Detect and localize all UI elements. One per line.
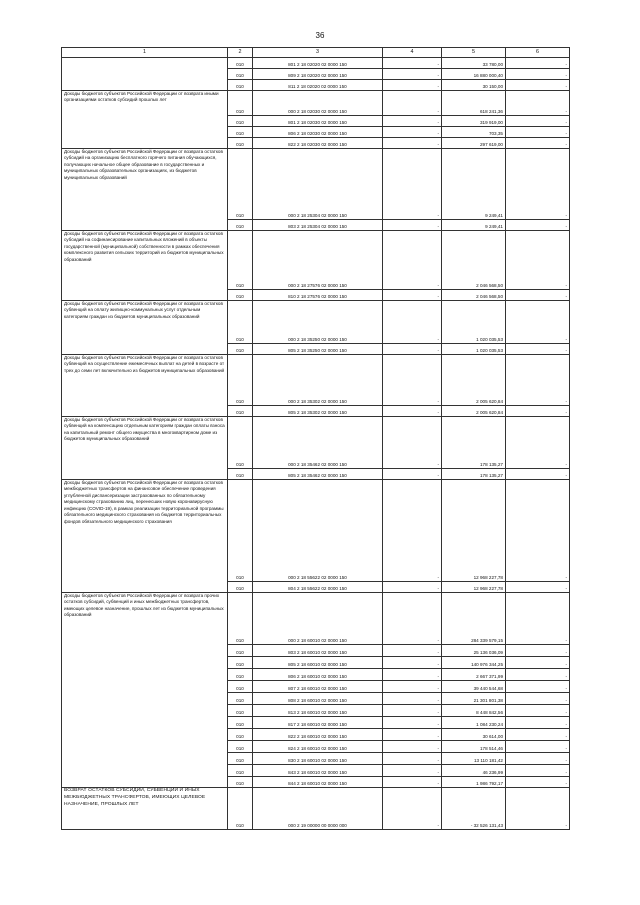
col-header-2: 2 [228, 48, 253, 58]
amount-cell: 12 968 227,78 [442, 480, 506, 582]
line-code-cell: 010 [228, 149, 253, 220]
table-row [62, 788, 570, 830]
budget-classification-code-cell: 000 2 19 00000 00 0000 000 [253, 788, 383, 830]
column-4-cell: - [383, 355, 442, 406]
description-text: Доходы бюджетов субъектов Российской Федерации от возврата остатков субвенций на оплату жилищно-коммунальных услуг отдельным категориям граждан из бюджетов муниципальных образований [64, 301, 223, 319]
line-code-cell: 010 [228, 717, 253, 729]
column-4-cell: - [383, 91, 442, 116]
column-6-cell: - [506, 138, 570, 149]
amount-cell: 1 020 035,53 [442, 344, 506, 355]
column-4-cell: - [383, 741, 442, 753]
column-6-cell: - [506, 290, 570, 301]
table-row [62, 480, 570, 582]
budget-classification-code-cell: 803 2 18 25304 02 0000 150 [253, 220, 383, 231]
column-4-cell: - [383, 669, 442, 681]
line-code-cell: 010 [228, 344, 253, 355]
column-4-cell: - [383, 681, 442, 693]
budget-classification-code-cell: 801 2 18 02030 02 0000 150 [253, 116, 383, 127]
line-code-cell: 010 [228, 116, 253, 127]
column-6-cell: - [506, 645, 570, 657]
budget-classification-code-cell: 811 2 18 02020 02 0000 150 [253, 80, 383, 91]
revenue-description [62, 301, 228, 355]
line-code-cell: 010 [228, 645, 253, 657]
amount-cell: 25 136 036,09 [442, 645, 506, 657]
line-code-cell: 010 [228, 127, 253, 138]
line-code-cell: 010 [228, 729, 253, 741]
column-6-cell: - [506, 149, 570, 220]
column-6-cell: - [506, 355, 570, 406]
amount-cell: 178 135,27 [442, 469, 506, 480]
budget-classification-code-cell: 805 2 18 35302 02 0000 150 [253, 406, 383, 417]
budget-classification-code-cell: 805 2 18 35250 02 0000 150 [253, 344, 383, 355]
budget-classification-code-cell: 803 2 18 60010 02 0000 150 [253, 645, 383, 657]
column-4-cell: - [383, 717, 442, 729]
budget-revenue-table [61, 47, 570, 830]
amount-cell: 2 046 568,50 [442, 231, 506, 290]
budget-classification-code-cell: 000 2 18 25304 02 0000 150 [253, 149, 383, 220]
col-header-1: 1 [62, 48, 228, 58]
column-4-cell: - [383, 705, 442, 717]
description-text: Доходы бюджетов субъектов Российской Федерации от возврата прочих остатков субсидий, субвенций и иных межбюджетных трансфертов, имеющих целевое назначение, прошлых лет из бюджетов муниципальных образований [64, 593, 224, 618]
column-6-cell: - [506, 788, 570, 830]
amount-cell: 319 919,00 [442, 116, 506, 127]
line-code-cell: 010 [228, 480, 253, 582]
column-4-cell: - [383, 116, 442, 127]
column-4-cell: - [383, 406, 442, 417]
column-4-cell: - [383, 344, 442, 355]
amount-cell: 703,35 [442, 127, 506, 138]
column-6-cell: - [506, 58, 570, 69]
column-4-cell: - [383, 753, 442, 765]
budget-classification-code-cell: 809 2 18 02020 02 0000 150 [253, 69, 383, 80]
column-4-cell: - [383, 593, 442, 645]
amount-cell: 178 135,27 [442, 417, 506, 469]
description-text: Доходы бюджетов субъектов Российской Федерации от возврата остатков межбюджетных трансфертов на финансовое обеспечение проведения углубленной диспансеризации застрахованных по обязательному медицинскому страхованию лиц, перенесших новую коронавирусную инфекцию (COVID-19), в рамках реализации территориальной программы обязательного медицинского страхования из бюджетов территориальных фондов обязательного медицинского страхования [64, 480, 224, 524]
column-4-cell: - [383, 469, 442, 480]
column-4-cell: - [383, 138, 442, 149]
column-6-cell: - [506, 777, 570, 788]
amount-cell: 2 005 620,84 [442, 355, 506, 406]
amount-cell: 1 084 230,24 [442, 717, 506, 729]
column-6-cell: - [506, 582, 570, 593]
column-6-cell: - [506, 705, 570, 717]
line-code-cell: 010 [228, 582, 253, 593]
column-6-cell: - [506, 469, 570, 480]
amount-cell: 9 249,41 [442, 220, 506, 231]
line-code-cell: 010 [228, 58, 253, 69]
budget-classification-code-cell: 843 2 18 60010 02 0000 150 [253, 765, 383, 777]
description-text: ВОЗВРАТ ОСТАТКОВ СУБСИДИЙ, СУБВЕНЦИЙ И ИНЫХ МЕЖБЮДЖЕТНЫХ ТРАНСФЕРТОВ, ИМЕЮЩИХ ЦЕЛЕВОЕ НАЗНАЧЕНИЕ, ПРОШЛЫХ ЛЕТ [64, 788, 206, 807]
column-4-cell: - [383, 765, 442, 777]
line-code-cell: 010 [228, 669, 253, 681]
amount-cell: 13 110 181,42 [442, 753, 506, 765]
line-code-cell: 010 [228, 231, 253, 290]
budget-classification-code-cell: 806 2 18 02030 02 0000 150 [253, 127, 383, 138]
table-row [62, 355, 570, 406]
line-code-cell: 010 [228, 593, 253, 645]
budget-classification-code-cell: 000 2 18 55622 02 0000 150 [253, 480, 383, 582]
table-row [62, 149, 570, 220]
description-text: Доходы бюджетов субъектов Российской Федерации от возврата остатков субсидий на организацию бесплатного горячего питания обучающихся, получающих начальное общее образование в государственных и муниципальных образовательных организациях, из бюджетов муниципальных образований [64, 149, 223, 180]
revenue-description [62, 231, 228, 301]
column-4-cell: - [383, 480, 442, 582]
column-4-cell: - [383, 69, 442, 80]
column-6-cell: - [506, 480, 570, 582]
amount-cell: 297 619,00 [442, 138, 506, 149]
description-text: Доходы бюджетов субъектов Российской Федерации от возврата остатков субвенций на компенсацию отдельным категориям граждан оплаты взноса на капитальный ремонт общего имущества в многоквартирном доме из бюджетов муниципальных образований [64, 417, 225, 442]
amount-cell: 2 667 371,99 [442, 669, 506, 681]
amount-cell: 46 236,99 [442, 765, 506, 777]
line-code-cell: 010 [228, 753, 253, 765]
column-6-cell: - [506, 669, 570, 681]
page-number: 36 [315, 31, 325, 40]
budget-classification-code-cell: 000 2 18 35302 02 0000 150 [253, 355, 383, 406]
amount-cell: 618 241,36 [442, 91, 506, 116]
column-4-cell: - [383, 80, 442, 91]
column-4-cell: - [383, 149, 442, 220]
line-code-cell: 010 [228, 657, 253, 669]
budget-classification-code-cell: 813 2 18 60010 02 0000 150 [253, 705, 383, 717]
column-6-cell: - [506, 741, 570, 753]
column-6-cell: - [506, 231, 570, 290]
column-6-cell: - [506, 417, 570, 469]
line-code-cell: 010 [228, 91, 253, 116]
table-row [62, 231, 570, 290]
column-6-cell: - [506, 765, 570, 777]
column-6-cell: - [506, 127, 570, 138]
revenue-description [62, 91, 228, 149]
column-4-cell: - [383, 777, 442, 788]
revenue-description [62, 58, 228, 91]
amount-cell: 21 301 801,38 [442, 693, 506, 705]
budget-classification-code-cell: 817 2 18 60010 02 0000 150 [253, 717, 383, 729]
line-code-cell: 010 [228, 693, 253, 705]
amount-cell: 16 880 000,40 [442, 69, 506, 80]
description-text: Доходы бюджетов субъектов Российской Федерации от возврата остатков субсидий на софинансирование капитальных вложений в объекты государственной (муниципальной) собственности в рамках обеспечения комплексного развития сельских территорий из бюджетов муниципальных образований [64, 231, 224, 262]
table-row [62, 593, 570, 645]
line-code-cell: 010 [228, 777, 253, 788]
line-code-cell: 010 [228, 406, 253, 417]
column-6-cell: - [506, 116, 570, 127]
column-6-cell: - [506, 681, 570, 693]
budget-classification-code-cell: 808 2 18 60010 02 0000 150 [253, 693, 383, 705]
revenue-description [62, 480, 228, 593]
column-6-cell: - [506, 693, 570, 705]
amount-cell: 2 046 568,50 [442, 290, 506, 301]
amount-cell: 12 968 227,78 [442, 582, 506, 593]
description-text: Доходы бюджетов субъектов Российской Федерации от возврата остатков субвенций на осуществление ежемесячных выплат на детей в возрасте от трех до семи лет включительно из бюджетов муниципальных образований [64, 355, 225, 373]
budget-classification-code-cell: 000 2 18 35250 02 0000 150 [253, 301, 383, 344]
line-code-cell: 010 [228, 301, 253, 344]
line-code-cell: 010 [228, 138, 253, 149]
column-6-cell: - [506, 344, 570, 355]
budget-classification-code-cell: 822 2 18 60010 02 0000 150 [253, 729, 383, 741]
column-4-cell: - [383, 645, 442, 657]
amount-cell: 33 780,00 [442, 58, 506, 69]
revenue-description [62, 417, 228, 480]
line-code-cell: 010 [228, 741, 253, 753]
column-6-cell: - [506, 717, 570, 729]
amount-cell: 39 440 544,68 [442, 681, 506, 693]
revenue-description [62, 593, 228, 788]
column-6-cell: - [506, 729, 570, 741]
amount-cell: 284 339 579,15 [442, 593, 506, 645]
budget-classification-code-cell: 824 2 18 60010 02 0000 150 [253, 741, 383, 753]
budget-classification-code-cell: 830 2 18 60010 02 0000 150 [253, 753, 383, 765]
column-4-cell: - [383, 693, 442, 705]
column-6-cell: - [506, 301, 570, 344]
amount-cell: 178 514,46 [442, 741, 506, 753]
budget-classification-code-cell: 807 2 18 60010 02 0000 150 [253, 681, 383, 693]
budget-classification-code-cell: 806 2 18 60010 02 0000 150 [253, 669, 383, 681]
column-4-cell: - [383, 729, 442, 741]
column-6-cell: - [506, 753, 570, 765]
line-code-cell: 010 [228, 69, 253, 80]
column-4-cell: - [383, 127, 442, 138]
amount-cell: 30 150,00 [442, 80, 506, 91]
column-6-cell: - [506, 406, 570, 417]
column-6-cell: - [506, 91, 570, 116]
table-body [62, 58, 570, 830]
revenue-description [62, 149, 228, 231]
budget-classification-code-cell: 000 2 18 02030 02 0000 150 [253, 91, 383, 116]
column-4-cell: - [383, 301, 442, 344]
amount-cell: 9 249,41 [442, 149, 506, 220]
column-4-cell: - [383, 290, 442, 301]
line-code-cell: 010 [228, 355, 253, 406]
table-row [62, 301, 570, 344]
revenue-description [62, 355, 228, 417]
column-4-cell: - [383, 220, 442, 231]
line-code-cell: 010 [228, 469, 253, 480]
col-header-5: 5 [442, 48, 506, 58]
line-code-cell: 010 [228, 290, 253, 301]
revenue-description [62, 788, 228, 830]
budget-classification-code-cell: 801 2 18 02020 02 0000 150 [253, 58, 383, 69]
amount-cell: - 32 526 131,43 [442, 788, 506, 830]
budget-classification-code-cell: 804 2 18 55622 02 0000 150 [253, 582, 383, 593]
column-6-cell: - [506, 593, 570, 645]
budget-classification-code-cell: 844 2 18 60010 02 0000 150 [253, 777, 383, 788]
amount-cell: 1 020 035,53 [442, 301, 506, 344]
amount-cell: 30 614,00 [442, 729, 506, 741]
table-row [62, 91, 570, 116]
line-code-cell: 010 [228, 705, 253, 717]
column-4-cell: - [383, 788, 442, 830]
budget-classification-code-cell: 805 2 18 35462 02 0000 150 [253, 469, 383, 480]
budget-classification-code-cell: 810 2 18 27576 02 0000 150 [253, 290, 383, 301]
line-code-cell: 010 [228, 765, 253, 777]
column-6-cell: - [506, 657, 570, 669]
description-text: Доходы бюджетов субъектов Российской Федерации от возврата иными организациями остатков субсидий прошлых лет [64, 91, 219, 103]
table-row [62, 417, 570, 469]
budget-classification-code-cell: 805 2 18 60010 02 0000 150 [253, 657, 383, 669]
line-code-cell: 010 [228, 788, 253, 830]
line-code-cell: 010 [228, 80, 253, 91]
col-header-3: 3 [253, 48, 383, 58]
table-row [62, 58, 570, 69]
col-header-6: 6 [506, 48, 570, 58]
budget-classification-code-cell: 000 2 18 60010 02 0000 150 [253, 593, 383, 645]
budget-classification-code-cell: 822 2 18 02030 02 0000 150 [253, 138, 383, 149]
column-6-cell: - [506, 80, 570, 91]
col-header-4: 4 [383, 48, 442, 58]
line-code-cell: 010 [228, 681, 253, 693]
amount-cell: 140 976 344,25 [442, 657, 506, 669]
line-code-cell: 010 [228, 220, 253, 231]
column-4-cell: - [383, 58, 442, 69]
column-6-cell: - [506, 220, 570, 231]
column-number-row [62, 48, 570, 58]
budget-classification-code-cell: 000 2 18 35462 02 0000 150 [253, 417, 383, 469]
column-4-cell: - [383, 417, 442, 469]
column-4-cell: - [383, 582, 442, 593]
amount-cell: 1 986 792,17 [442, 777, 506, 788]
column-4-cell: - [383, 231, 442, 290]
amount-cell: 2 005 620,84 [442, 406, 506, 417]
budget-classification-code-cell: 000 2 18 27576 02 0000 150 [253, 231, 383, 290]
amount-cell: 8 448 842,56 [442, 705, 506, 717]
line-code-cell: 010 [228, 417, 253, 469]
column-4-cell: - [383, 657, 442, 669]
column-6-cell: - [506, 69, 570, 80]
